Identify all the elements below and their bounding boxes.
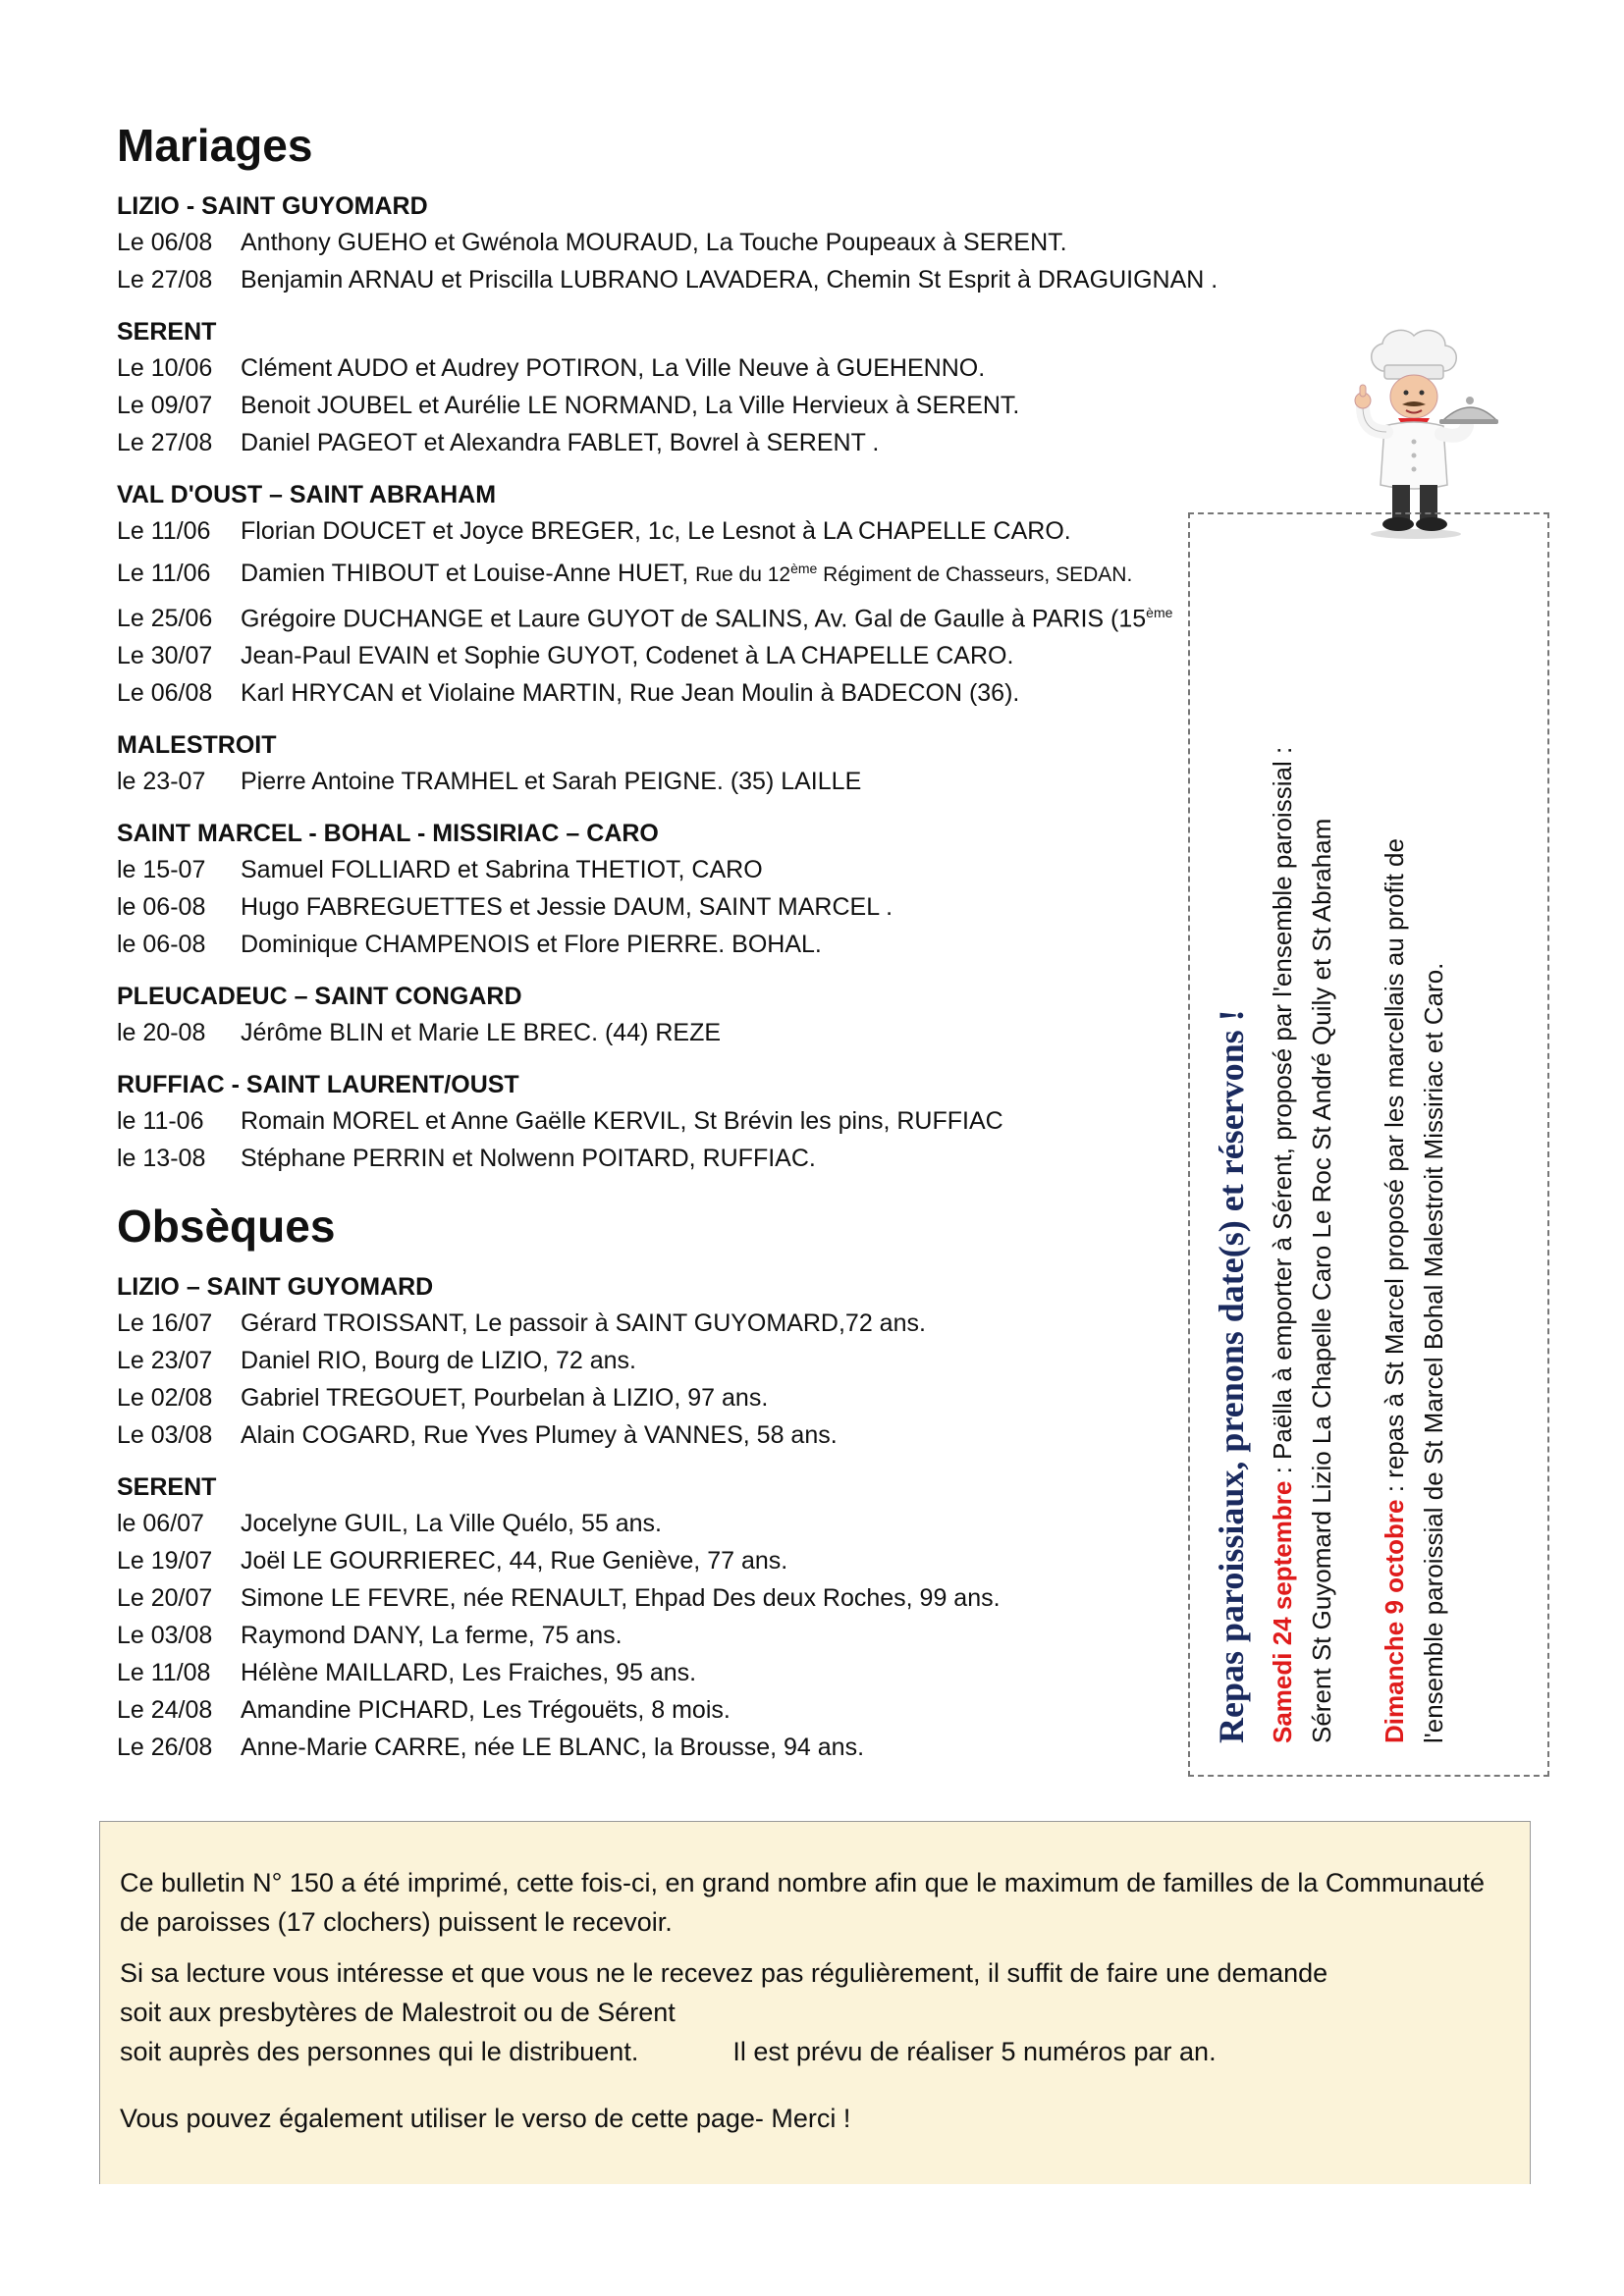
group-title: LIZIO – SAINT GUYOMARD [117,1273,434,1302]
group-saint-marcel [117,816,1217,963]
promo-content [1190,514,1549,1777]
document-body [117,118,1217,1788]
promo-text: : repas à St Marcel proposé par les marcellais au profit de [1380,838,1409,1500]
entry-text: Anthony GUEHO et Gwénola MOURAUD, La Touche Poupeaux à SERENT. [241,229,1067,256]
entry-text: Romain MOREL et Anne Gaëlle KERVIL, St Brévin les pins, RUFFIAC [241,1107,1003,1136]
entry-text: Florian DOUCET et Joyce BREGER, 1c, Le Lesnot à LA CHAPELLE CARO. [241,517,1071,545]
group-val-doust [117,477,1217,712]
mariages-section [117,118,1217,1177]
entry-date: Le 26/08 [117,1734,213,1762]
entry-date: le 11-06 [117,1107,204,1136]
footer-notice [99,1821,1531,2184]
group-title: LIZIO - SAINT GUYOMARD [117,192,428,220]
entry-date: le 15-07 [117,856,206,884]
group-pleucadeuc [117,979,1217,1051]
list-item [117,888,1217,926]
list-item [117,1617,1217,1654]
list-item [117,637,1217,674]
entry-text: Alain COGARD, Rue Yves Plumey à VANNES, 58 ans. [241,1421,838,1450]
list-item [117,594,1217,637]
entry-text: Dominique CHAMPENOIS et Flore PIERRE. BOHAL. [241,931,822,959]
mariages-title: Mariages [117,120,313,171]
entry-text: Raymond DANY, La ferme, 75 ans. [241,1622,623,1650]
promo-line: l'ensemble paroissial de St Marcel Bohal Malestroit Missiriac et Caro. [1419,962,1448,1743]
group-title: SERENT [117,1473,217,1502]
entry-date: Le 03/08 [117,1421,213,1450]
promo-text: : Paëlla à emporter à Sérent, proposé par l'ensemble paroissial : [1268,746,1297,1481]
list-item [117,1542,1217,1579]
entry-date: Le 20/07 [117,1584,213,1613]
list-item [117,1729,1217,1766]
obseques-title: Obsèques [117,1201,336,1253]
notice-line: soit aux presbytères de Malestroit ou de Sérent [120,1998,676,2027]
promo-date: Dimanche 9 octobre [1380,1499,1409,1743]
entry-text: Samuel FOLLIARD et Sabrina THETIOT, CARO [241,856,763,884]
entry-date: Le 02/08 [117,1384,213,1413]
list-item [117,349,1217,387]
entry-text: Stéphane PERRIN et Nolwenn POITARD, RUFFIAC. [241,1145,816,1173]
promo-line [1375,550,1414,1743]
entry-text: Joël LE GOURRIEREC, 44, Rue Geniève, 77 ans. [241,1547,788,1575]
list-item [117,550,1217,594]
notice-line: Si sa lecture vous intéresse et que vous ne le recevez pas régulièrement, il suffit de faire une demande [120,1958,1328,1988]
entry-date: Le 11/08 [117,1659,211,1687]
entry-date: Le 11/06 [117,517,211,545]
list-item [117,512,1217,550]
entry-date: le 06/07 [117,1510,204,1538]
entry-date: Le 23/07 [117,1347,213,1375]
entry-text: Damien THIBOUT et Louise-Anne HUET, [241,560,696,587]
ordinal-suffix: ème [790,561,818,576]
entry-text: Karl HRYCAN et Violaine MARTIN, Rue Jean Moulin à BADECON (36). [241,679,1020,708]
entry-text: Jocelyne GUIL, La Ville Quélo, 55 ans. [241,1510,662,1538]
list-item [117,1014,1217,1051]
entry-date: Le 10/06 [117,354,213,382]
entry-date: Le 16/07 [117,1309,213,1338]
list-item [117,1579,1217,1617]
entry-text: Amandine PICHARD, Les Trégouëts, 8 mois. [241,1696,731,1725]
entry-date: Le 24/08 [117,1696,213,1725]
entry-text: Hélène MAILLARD, Les Fraiches, 95 ans. [241,1659,697,1687]
list-item [117,224,1217,261]
list-item [117,1102,1217,1140]
group-ruffiac [117,1067,1217,1177]
list-item [117,1505,1217,1542]
entry-date: le 06-08 [117,893,206,922]
entry-date: Le 30/07 [117,642,213,670]
entry-text: Jean-Paul EVAIN et Sophie GUYOT, Codenet à LA CHAPELLE CARO. [241,642,1014,670]
group-lizio [117,188,1217,298]
list-item [117,1654,1217,1691]
list-item [117,1342,1217,1379]
entry-text: Gabriel TREGOUET, Pourbelan à LIZIO, 97 ans. [241,1384,769,1413]
entry-text: Benoit JOUBEL et Aurélie LE NORMAND, La Ville Hervieux à SERENT. [241,392,1020,419]
group-title: VAL D'OUST – SAINT ABRAHAM [117,481,497,508]
entry-text: Hugo FABREGUETTES et Jessie DAUM, SAINT MARCEL . [241,893,893,922]
list-item [117,851,1217,888]
obseques-section [117,1199,1217,1766]
list-item [117,261,1217,298]
list-item [117,387,1217,424]
list-item [117,763,1217,800]
entry-date: Le 11/06 [117,560,211,587]
entry-date: Le 06/08 [117,679,213,708]
promo-box [1188,512,1549,1777]
entry-text: Daniel RIO, Bourg de LIZIO, 72 ans. [241,1347,636,1375]
entry-date: Le 06/08 [117,229,213,256]
entry-text: Pierre Antoine TRAMHEL et Sarah PEIGNE. (35) LAILLE [241,768,862,796]
entry-date: le 06-08 [117,931,206,959]
list-item [117,424,1217,461]
notice-line: Il est prévu de réaliser 5 numéros par an. [732,2037,1217,2066]
chef-icon [1333,324,1498,540]
promo-line: Sérent St Guyomard Lizio La Chapelle Caro Le Roc St André Quily et St Abraham [1307,818,1336,1743]
entry-date: le 20-08 [117,1019,206,1047]
entry-text: Gérard TROISSANT, Le passoir à SAINT GUYOMARD,72 ans. [241,1309,926,1338]
entry-text-part: Régiment de Chasseurs, SEDAN. [817,563,1133,586]
entry-text: Daniel PAGEOT et Alexandra FABLET, Bovrel à SERENT . [241,429,880,456]
notice-paragraph [120,1953,1510,2071]
entry-text: Simone LE FEVRE, née RENAULT, Ehpad Des deux Roches, 99 ans. [241,1584,1001,1613]
group-serent [117,1469,1217,1766]
promo-title: Repas paroissiaux, prenons date(s) et réservons ! [1212,1009,1251,1743]
entry-text: Grégoire DUCHANGE et Laure GUYOT de SALINS, Av. Gal de Gaulle à PARIS (15 [241,605,1147,633]
group-title: SERENT [117,318,217,346]
promo-date: Samedi 24 septembre [1268,1480,1297,1743]
entry-date: Le 19/07 [117,1547,213,1575]
list-item [117,1305,1217,1342]
group-serent [117,314,1217,461]
entry-text-small [695,563,1132,586]
entry-date: Le 25/06 [117,605,213,633]
notice-paragraph: Ce bulletin N° 150 a été imprimé, cette fois-ci, en grand nombre afin que le maximum de familles de la Communauté de paroisses (17 clochers) puissent le recevoir. [120,1868,1485,1937]
group-title: PLEUCADEUC – SAINT CONGARD [117,983,522,1011]
entry-text: Benjamin ARNAU et Priscilla LUBRANO LAVADERA, Chemin St Esprit à DRAGUIGNAN . [241,266,1218,294]
promo-line [1263,550,1302,1743]
notice-line: soit auprès des personnes qui le distribuent. [120,2037,639,2066]
group-malestroit [117,727,1217,800]
list-item [117,926,1217,963]
list-item [117,1379,1217,1416]
group-lizio [117,1269,1217,1454]
list-item [117,1140,1217,1177]
entry-date: Le 27/08 [117,429,213,456]
entry-date: Le 09/07 [117,392,213,419]
entry-date: le 13-08 [117,1145,206,1173]
entry-text: Anne-Marie CARRE, née LE BLANC, la Brousse, 94 ans. [241,1734,865,1762]
list-item [117,1416,1217,1454]
group-title: RUFFIAC - SAINT LAURENT/OUST [117,1071,519,1099]
list-item [117,1691,1217,1729]
entry-text-part: Rue du 12 [695,563,791,586]
entry-date: Le 03/08 [117,1622,213,1650]
ordinal-suffix: ème [1146,605,1173,620]
entry-text: Jérôme BLIN et Marie LE BREC. (44) REZE [241,1019,722,1047]
group-title: SAINT MARCEL - BOHAL - MISSIRIAC – CARO [117,820,659,848]
notice-paragraph: Vous pouvez également utiliser le verso de cette page- Merci ! [120,2104,851,2133]
entry-text: Clément AUDO et Audrey POTIRON, La Ville Neuve à GUEHENNO. [241,354,986,382]
group-title: MALESTROIT [117,731,277,760]
entry-date: Le 27/08 [117,266,213,294]
list-item [117,674,1217,712]
entry-date: le 23-07 [117,768,206,796]
